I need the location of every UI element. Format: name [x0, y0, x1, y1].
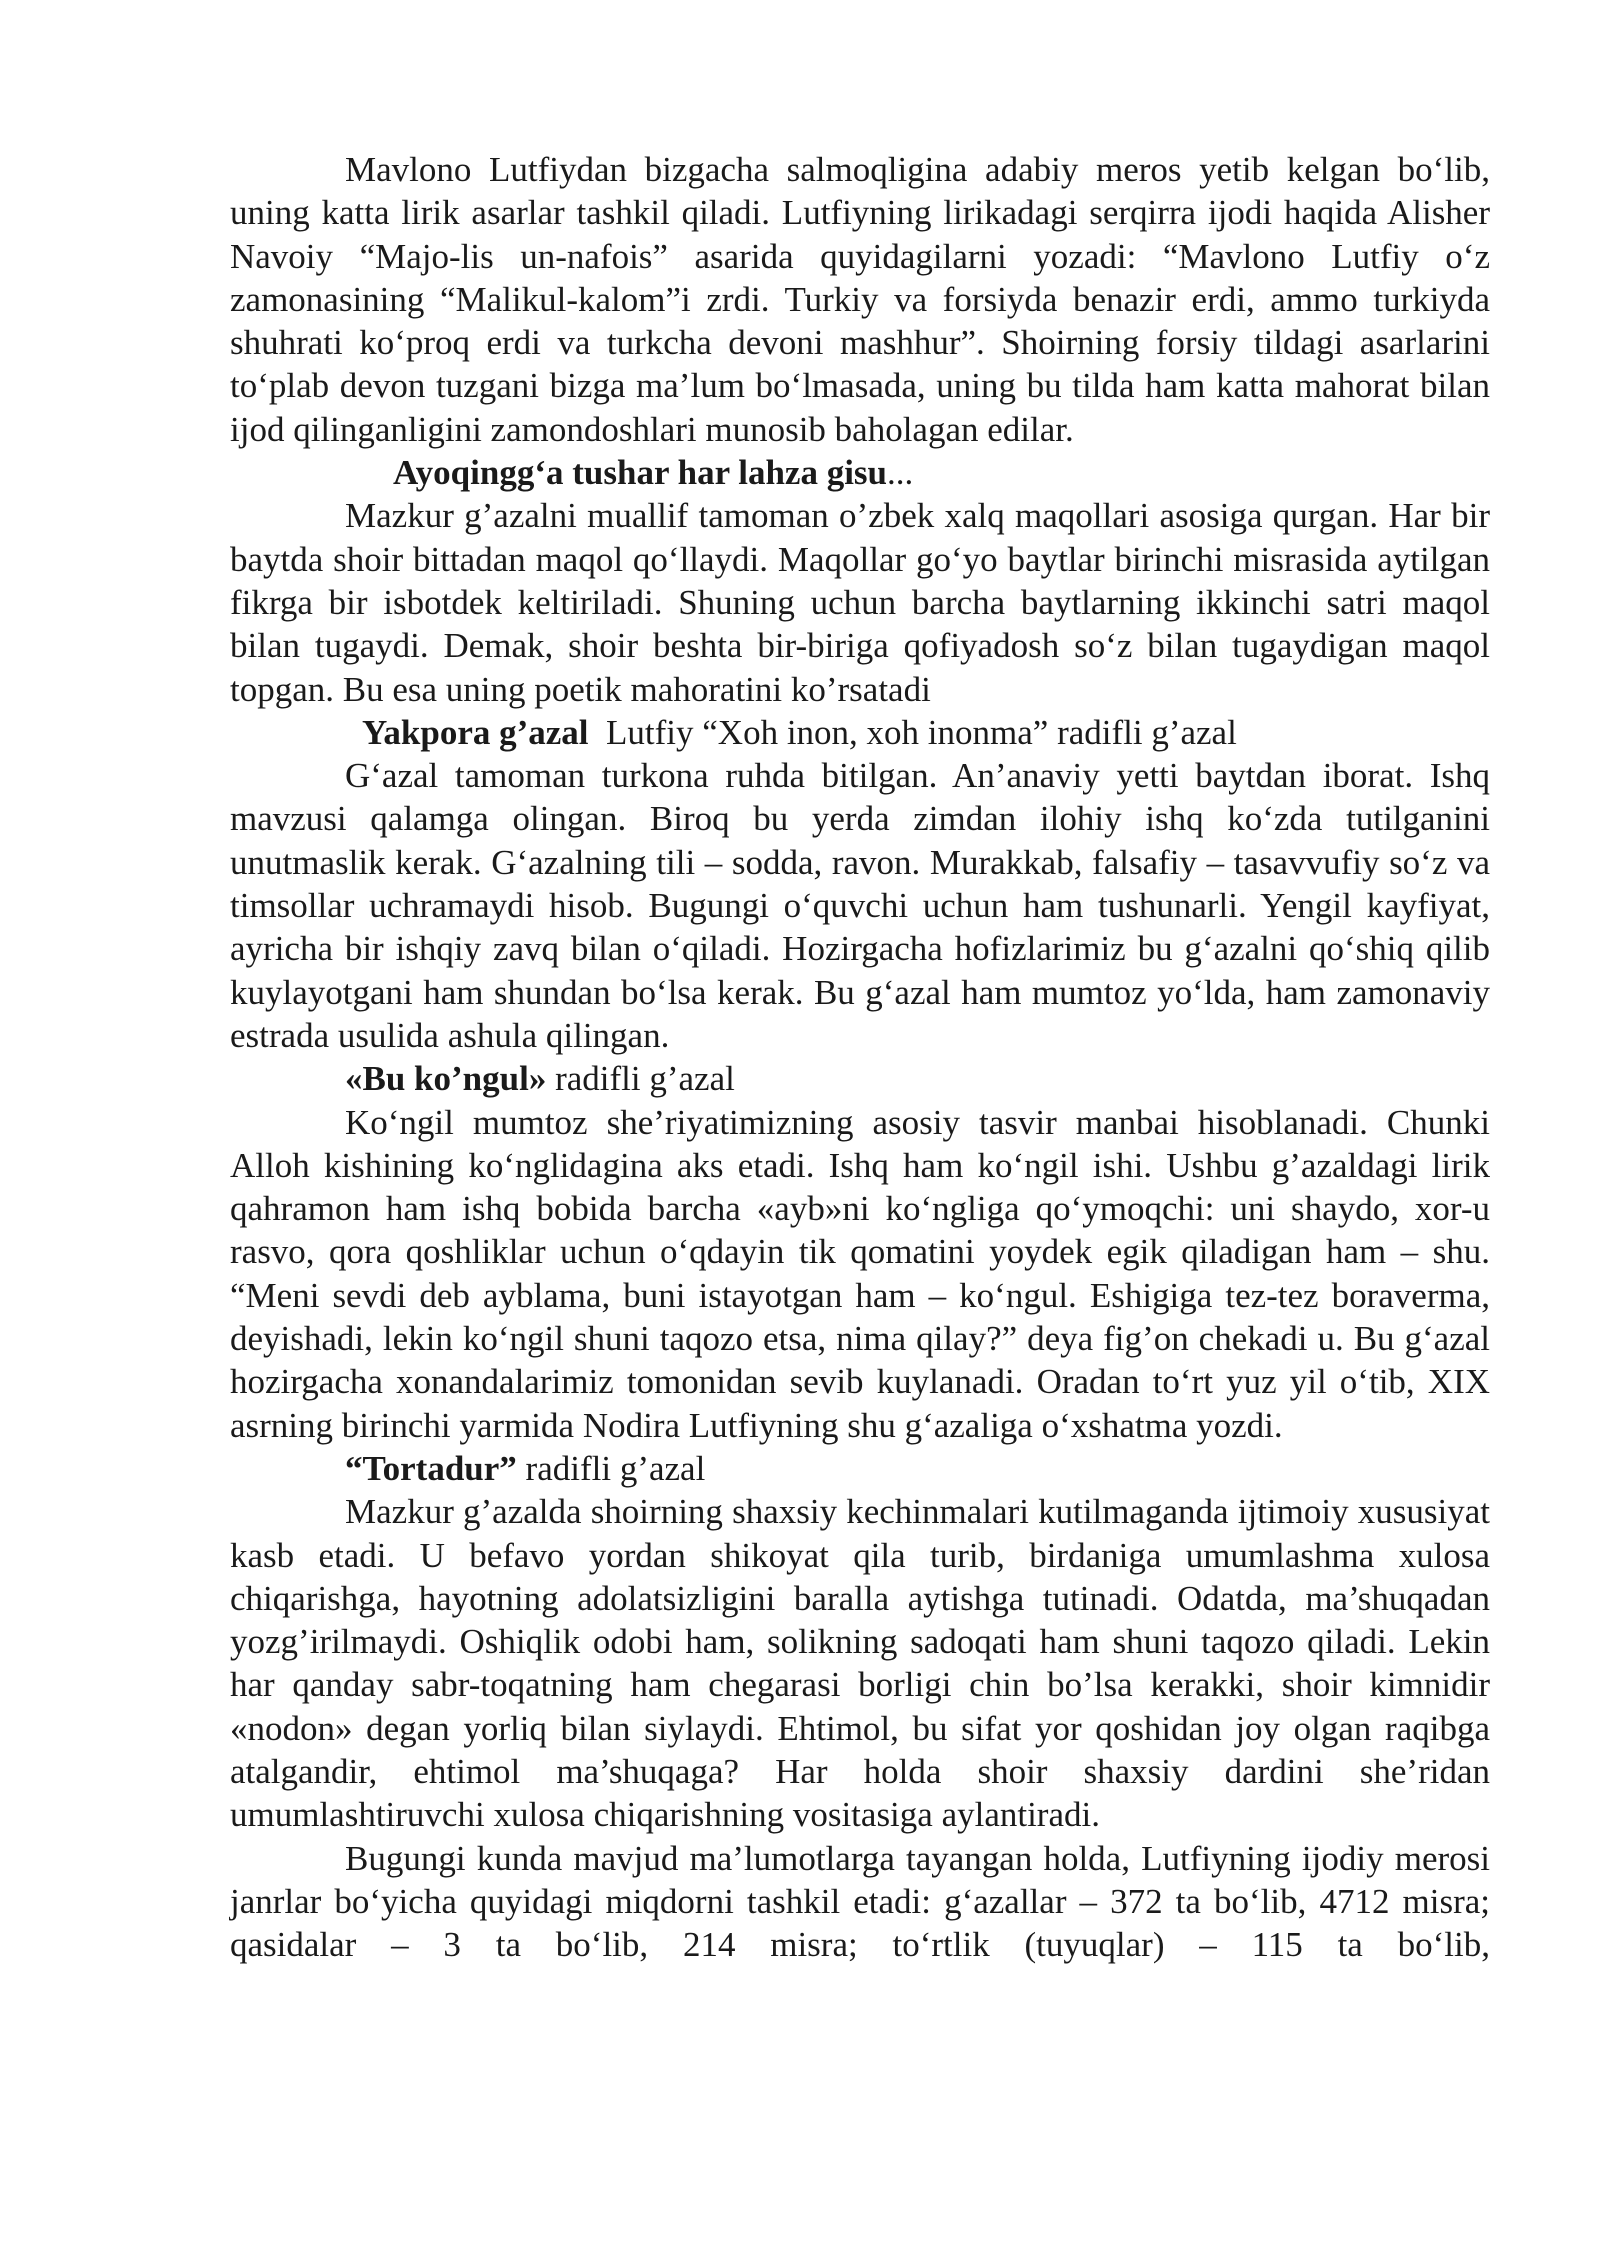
- heading-ayoqingga-ellipsis: ...: [887, 453, 914, 493]
- heading-ayoqingga: [230, 451, 1490, 494]
- heading-yakpora: [230, 711, 1490, 754]
- paragraph-turkona: G‘azal tamoman turkona ruhda bitilgan. An’anaviy yetti baytdan iborat. Ishq mavzusi qalamga olingan. Biroq bu yerda zimdan ilohiy ishq ko‘zda tutilganini unutmaslik kerak. G‘azalning tili – sodda, ravon. Murakkab, falsafiy – tasavvufiy so‘z va timsollar uchramaydi hisob. Bugungi o‘quvchi uchun ham tushunarli. Yengil kayfiyat, ayricha bir ishqiy zavq bilan o‘qiladi. Hozirgacha hofizlarimiz bu g‘azalni qo‘shiq qilib kuylayotgani ham shundan bo‘lsa kerak. Bu g‘azal ham mumtoz yo‘lda, ham zamonaviy estrada usulida ashula qilingan.: [230, 756, 1490, 1055]
- paragraph-shaxsiy: Mazkur g’azalda shoirning shaxsiy kechinmalari kutilmaganda ijtimoiy xususiyat kasb etadi. U befavo yordan shikoyat qila turib, birdaniga umumlashma xulosa chiqarishga, hayotning adolatsizligini baralla aytishga tutinadi. Odatda, ma’shuqadan yozg’irilmaydi. Oshiqlik odobi ham, solikning sadoqati ham shuni taqozo qiladi. Lekin har qanday sabr-toqatning ham chegarasi borligi chin bo’lsa kerakki, shoir kimnidir «nodon» degan yorliq bilan siylaydi. Ehtimol, bu sifat yor qoshidan joy olgan raqibga atalgandir, ehtimol ma’shuqaga? Har holda shoir shaxsiy dardini she’ridan umumlashtiruvchi xulosa chiqarishning vositasiga aylantiradi.: [230, 1492, 1490, 1835]
- heading-yakpora-title: Yakpora g’azal: [362, 712, 589, 752]
- heading-bu-kongul: [230, 1057, 1490, 1100]
- heading-tortadur-subtitle: radifli g’azal: [516, 1448, 706, 1488]
- heading-tortadur-title: “Tortadur”: [345, 1448, 517, 1488]
- heading-ayoqingga-title: Ayoqingg‘a tushar har lahza gisu: [393, 453, 887, 493]
- heading-bu-kongul-title: «Bu ko’ngul»: [345, 1059, 547, 1099]
- paragraph-kongil: Ko‘ngil mumtoz she’riyatimizning asosiy tasvir manbai hisoblanadi. Chunki Alloh kishining ko‘nglidagina aks etadi. Ishq ham ko‘ngil ishi. Ushbu g’azaldagi lirik qahramon ham ishq bobida barcha «ayb»ni ko‘ngliga qo‘ymoqchi: uni shaydo, xor-u rasvo, qora qoshliklar uchun o‘qdayin tik qomatini yoydek egik qiladigan ham – shu. “Meni sevdi deb ayblama, buni istayotgan ham – ko‘ngul. Eshigiga tez-tez boraverma, deyishadi, lekin ko‘ngil shuni taqozo etsa, nima qilay?” deya fig’on chekadi u. Bu g‘azal hozirgacha xonandalarimiz tomonidan sevib kuylanadi. Oradan to‘rt yuz yil o‘tib, XIX asrning birinchi yarmida Nodira Lutfiyning shu g‘azaliga o‘xshatma yozdi.: [230, 1102, 1490, 1445]
- heading-yakpora-subtitle: Lutfiy “Xoh inon, xoh inonma” radifli g’azal: [588, 712, 1237, 752]
- paragraph-meros: Bugungi kunda mavjud ma’lumotlarga tayangan holda, Lutfiyning ijodiy merosi janrlar bo‘yicha quyidagi miqdorni tashkil etadi: g‘azallar – 372 ta bo‘lib, 4712 misra; qasidalar – 3 ta bo‘lib, 214 misra; to‘rtlik (tuyuqlar) – 115 ta bo‘lib,: [230, 1838, 1490, 1965]
- heading-tortadur: [230, 1447, 1490, 1490]
- heading-bu-kongul-subtitle: radifli g’azal: [546, 1059, 735, 1099]
- paragraph-maqollar: Mazkur g’azalni muallif tamoman o’zbek xalq maqollari asosiga qurgan. Har bir baytda shoir bittadan maqol qo‘llaydi. Maqollar go‘yo baytlar birinchi misrasida aytilgan fikrga bir isbotdek keltiriladi. Shuning uchun barcha baytlarning ikkinchi satri maqol bilan tugaydi. Demak, shoir beshta bir-biriga qofiyadosh so‘z bilan tugaydigan maqol topgan. Bu esa uning poetik mahoratini ko’rsatadi: [230, 496, 1490, 709]
- paragraph-intro: Mavlono Lutfiydan bizgacha salmoqligina adabiy meros yetib kelgan bo‘lib, uning katta lirik asarlar tashkil qiladi. Lutfiyning lirikadagi serqirra ijodi haqida Alisher Navoiy “Majo-lis un-nafois” asarida quyidagilarni yozadi: “Mavlono Lutfiy o‘z zamonasining “Malikul-kalom”i zrdi. Turkiy va forsiyda benazir erdi, ammo turkiyda shuhrati ko‘proq erdi va turkcha devoni mashhur”. Shoirning forsiy tildagi asarlarini to‘plab devon tuzgani bizga ma’lum bo‘lmasada, uning bu tilda ham katta mahorat bilan ijod qilinganligini zamondoshlari munosib baholagan edilar.: [230, 150, 1490, 449]
